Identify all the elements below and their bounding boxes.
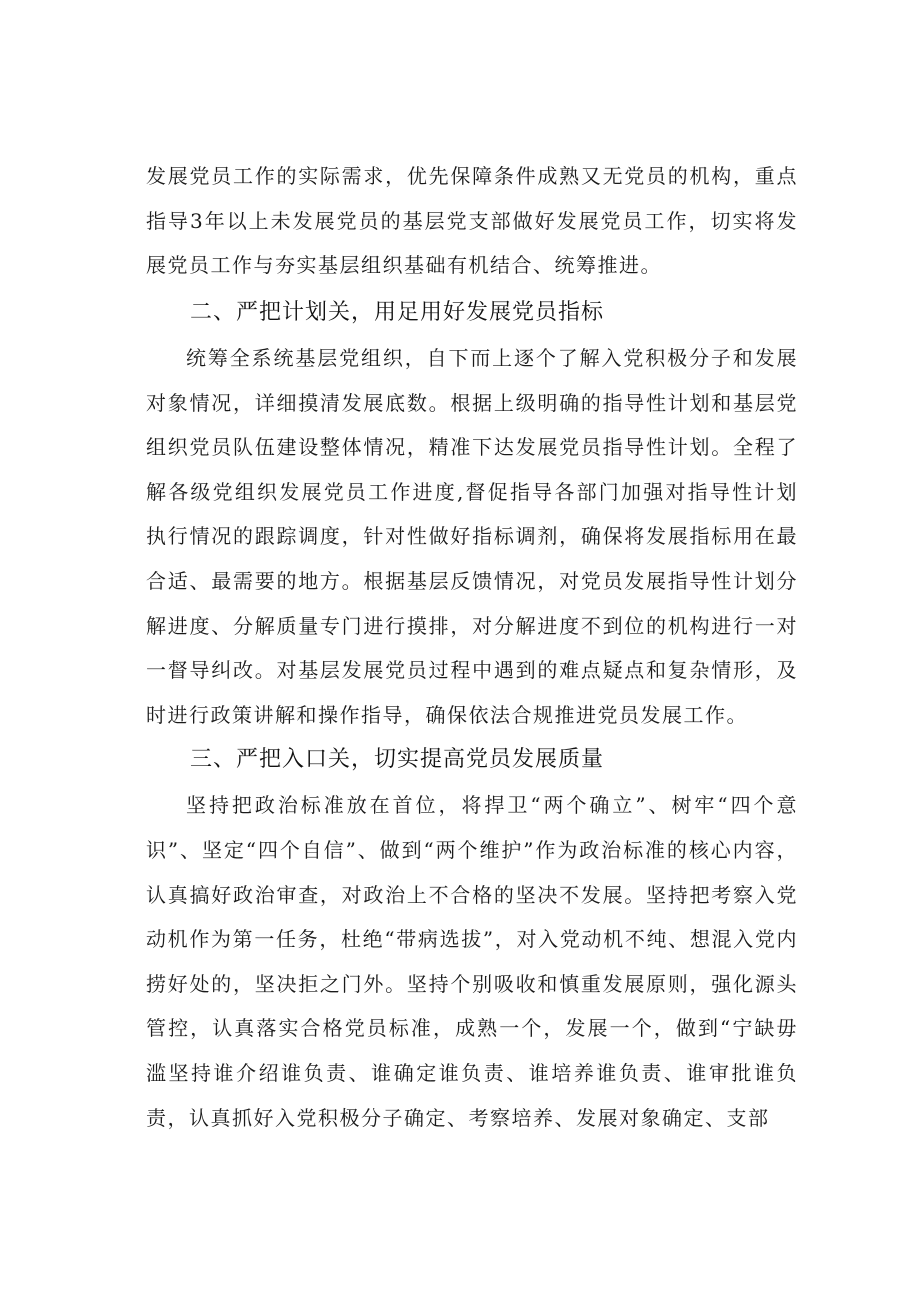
- section-2-heading: 二、严把计划关，用足用好发展党员指标: [190, 300, 605, 325]
- section-3-paragraph: 坚持把政治标准放在首位，将捍卫“两个确立”、树牢“四个意识”、坚定“四个自信”、做到“两个维护”作为政治标准的核心内容，认真搞好政治审查，对政治上不合格的坚决不发展。坚持把考察入党动机作为第一任务，杜绝“带病选拔”，对入党动机不纯、想混入党内捞好处的，坚决拒之门外。坚持个别吸收和慎重发展原则，强化源头管控，认真落实合格党员标准，成熟一个，发展一个，做到“宁缺毋滥坚持谁介绍谁负责、谁确定谁负责、谁培养谁负责、谁审批谁负责，认真抓好入党积极分子确定、考察培养、发展对象确定、支部: [146, 793, 798, 1130]
- section-2-paragraph: 统筹全系统基层党组织，自下而上逐个了解入党积极分子和发展对象情况，详细摸清发展底数。根据上级明确的指导性计划和基层党组织党员队伍建设整体情况，精准下达发展党员指导性计划。全程了解各级党组织发展党员工作进度,督促指导各部门加强对指导性计划执行情况的跟踪调度，针对性做好指标调剂，确保将发展指标用在最合适、最需要的地方。根据基层反馈情况，对党员发展指导性计划分解进度、分解质量专门进行摸排，对分解进度不到位的机构进行一对一督导纠改。对基层发展党员过程中遇到的难点疑点和复杂情形，及时进行政策讲解和操作指导，确保依法合规推进党员发展工作。: [146, 346, 798, 727]
- intro-paragraph: 发展党员工作的实际需求，优先保障条件成熟又无党员的机构，重点指导3年以上未发展党员的基层党支部做好发展党员工作，切实将发展党员工作与夯实基层组织基础有机结合、统筹推进。: [146, 164, 798, 278]
- section-3-heading: 三、严把入口关，切实提高党员发展质量: [190, 747, 605, 773]
- document-body: [146, 154, 798, 1140]
